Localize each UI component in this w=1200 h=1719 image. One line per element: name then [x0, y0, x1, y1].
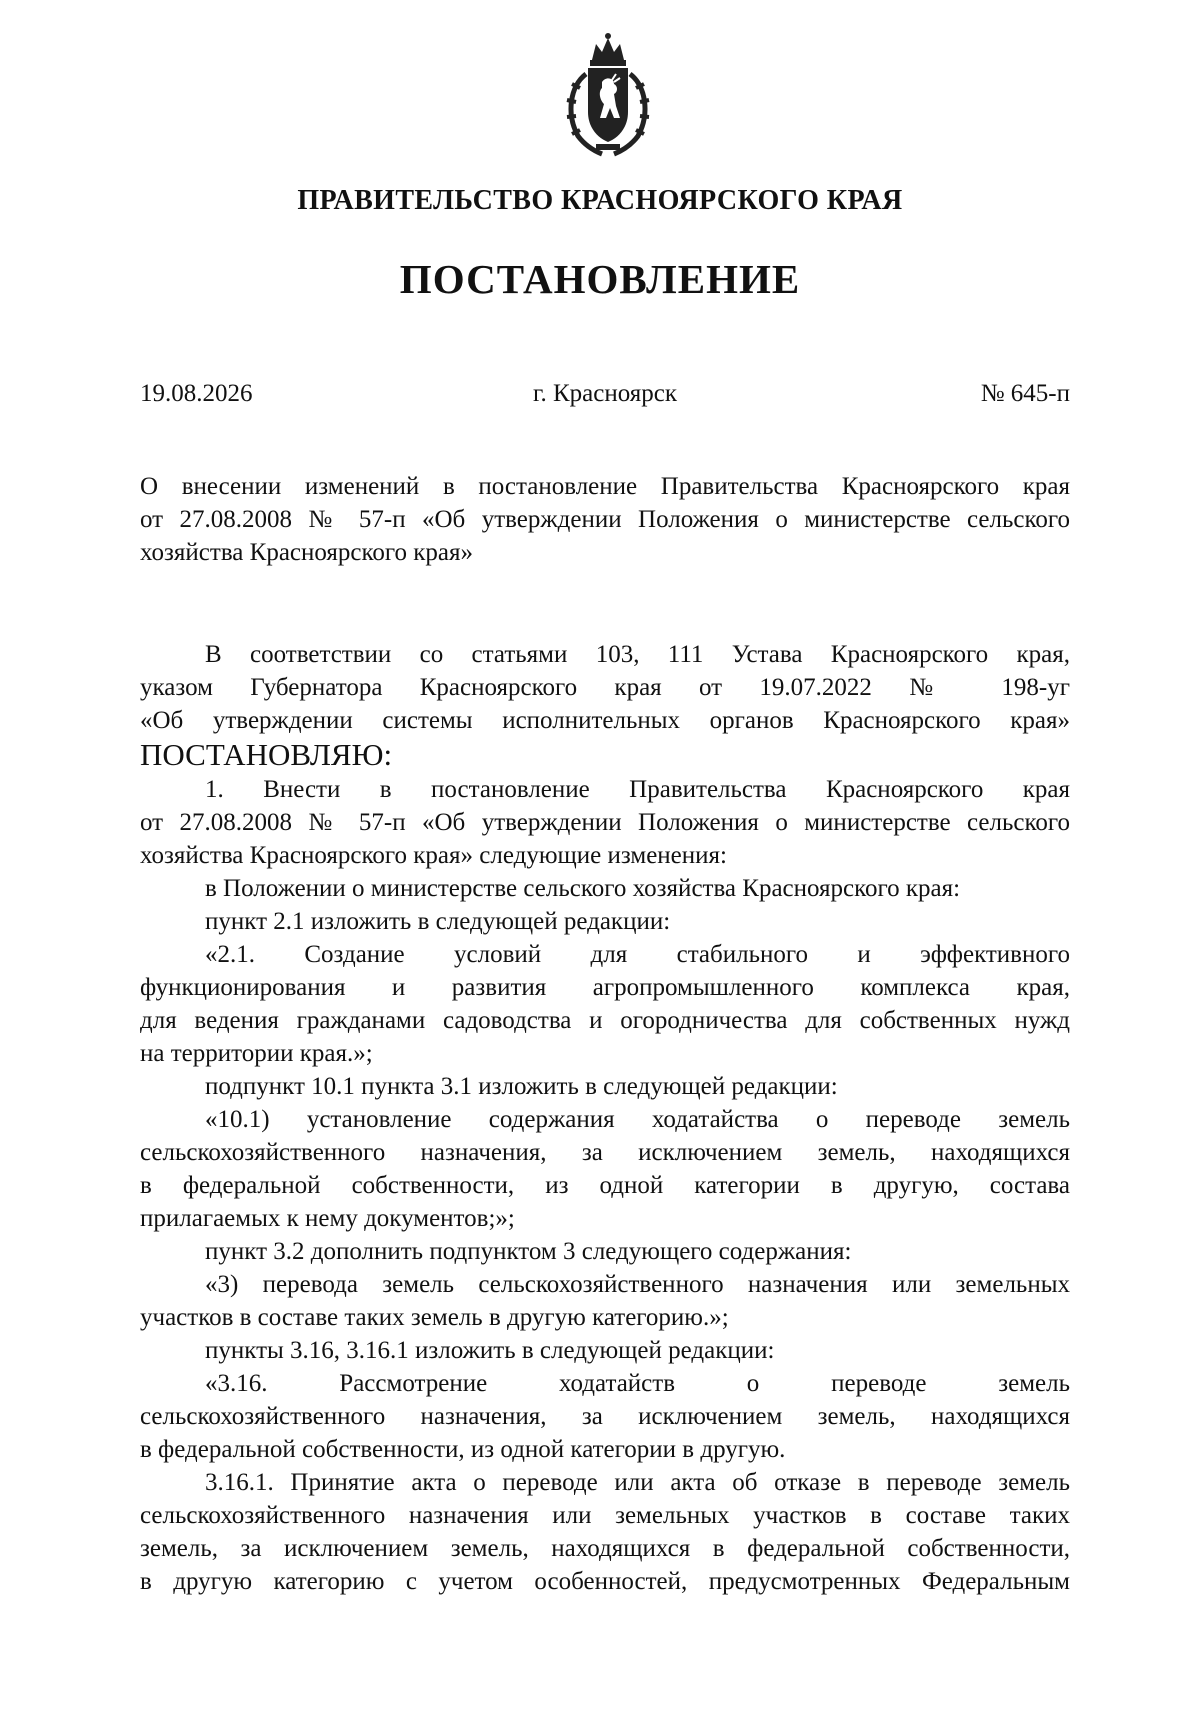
- document-subject: [140, 470, 1070, 569]
- body-line: в другую категорию с учетом особенностей, предусмотренных Федеральным: [140, 1568, 1070, 1595]
- body-line: В соответствии со статьями 103, 111 Устава Красноярского края,: [205, 641, 1070, 668]
- body-line: прилагаемых к нему документов;»;: [140, 1205, 515, 1232]
- document-meta: [140, 380, 1070, 416]
- body-line: для ведения гражданами садоводства и огородничества для собственных нужд: [140, 1007, 1070, 1034]
- body-line: от 27.08.2008 № 57-п «Об утверждении Положения о министерстве сельского: [140, 809, 1070, 836]
- body-line: пункт 2.1 изложить в следующей редакции:: [205, 908, 671, 935]
- body-line: в федеральной собственности, из одной категории в другую.: [140, 1436, 786, 1463]
- document-body: [140, 638, 1070, 1598]
- body-line: «2.1. Создание условий для стабильного и эффективного: [205, 941, 1070, 968]
- body-line: пункт 3.2 дополнить подпунктом 3 следующего содержания:: [205, 1238, 852, 1265]
- body-line: «3) перевода земель сельскохозяйственного назначения или земельных: [205, 1271, 1070, 1298]
- subject-line: хозяйства Красноярского края»: [140, 539, 474, 566]
- government-name: ПРАВИТЕЛЬСТВО КРАСНОЯРСКОГО КРАЯ: [297, 185, 903, 216]
- body-line: пункты 3.16, 3.16.1 изложить в следующей редакции:: [205, 1337, 775, 1364]
- body-line: на территории края.»;: [140, 1040, 373, 1067]
- coat-of-arms-icon: [556, 30, 660, 160]
- body-line: указом Губернатора Красноярского края от 19.07.2022 № 198-уг: [140, 674, 1070, 701]
- body-line: «10.1) установление содержания ходатайства о переводе земель: [205, 1106, 1070, 1133]
- body-line: подпункт 10.1 пункта 3.1 изложить в следующей редакции:: [205, 1073, 838, 1100]
- resolution-word: ПОСТАНОВЛЯЮ:: [140, 737, 393, 772]
- document-city: г. Красноярск: [533, 380, 677, 407]
- body-line: в федеральной собственности, из одной категории в другую, состава: [140, 1172, 1070, 1199]
- body-line: участков в составе таких земель в другую категорию.»;: [140, 1304, 729, 1331]
- subject-line: О внесении изменений в постановление Правительства Красноярского края: [140, 473, 1070, 500]
- body-line: сельскохозяйственного назначения, за исключением земель, находящихся: [140, 1139, 1070, 1166]
- body-line: функционирования и развития агропромышленного комплекса края,: [140, 974, 1070, 1001]
- document-type: ПОСТАНОВЛЕНИЕ: [399, 256, 801, 302]
- body-line: «3.16. Рассмотрение ходатайств о переводе земель: [205, 1370, 1070, 1397]
- subject-line: от 27.08.2008 № 57-п «Об утверждении Положения о министерстве сельского: [140, 506, 1070, 533]
- document-date: 19.08.2026: [140, 380, 253, 407]
- body-line: в Положении о министерстве сельского хозяйства Красноярского края:: [205, 875, 961, 902]
- body-line: 3.16.1. Принятие акта о переводе или акта об отказе в переводе земель: [205, 1469, 1070, 1496]
- body-line: «Об утверждении системы исполнительных органов Красноярского края»: [140, 707, 1070, 734]
- document-number: № 645-п: [980, 380, 1070, 407]
- body-line: сельскохозяйственного назначения или земельных участков в составе таких: [140, 1502, 1070, 1529]
- body-line: сельскохозяйственного назначения, за исключением земель, находящихся: [140, 1403, 1070, 1430]
- body-line: земель, за исключением земель, находящихся в федеральной собственности,: [140, 1535, 1070, 1562]
- body-line: 1. Внести в постановление Правительства Красноярского края: [205, 776, 1070, 803]
- body-line: хозяйства Красноярского края» следующие изменения:: [140, 842, 727, 869]
